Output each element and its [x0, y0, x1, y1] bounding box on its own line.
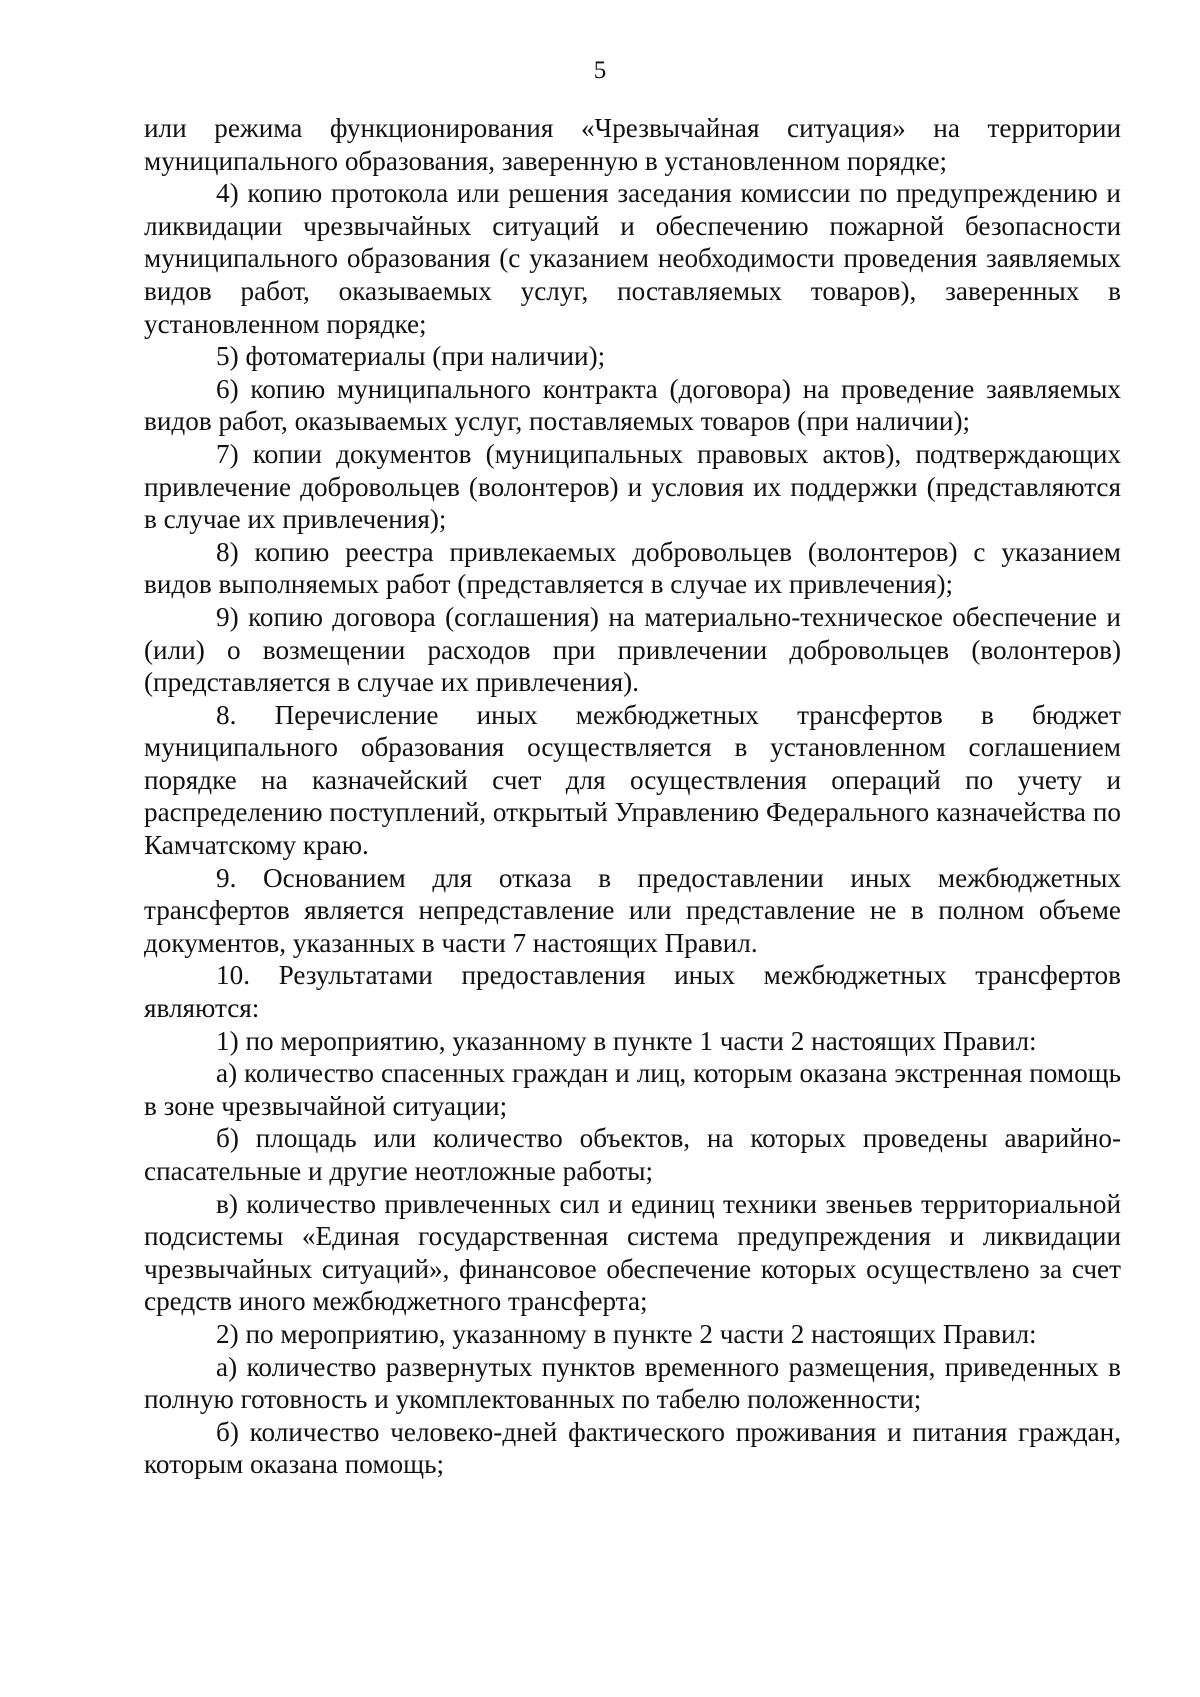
paragraph: 7) копии документов (муниципальных правовых актов), подтверждающих привлечение добровольцев (волонтеров) и условия их поддержки (представляются в случае их привлечения); — [144, 438, 1121, 535]
page-number: 5 — [593, 57, 607, 84]
paragraph: 10. Результатами предоставления иных межбюджетных трансфертов являются: — [144, 960, 1121, 1024]
paragraph: 1) по мероприятию, указанному в пункте 1 части 2 настоящих Правил: — [216, 1025, 1037, 1056]
paragraph: б) площадь или количество объектов, на которых проведены аварийно-спасательные и другие неотложные работы; — [144, 1123, 1121, 1186]
document-body — [144, 112, 1121, 1481]
paragraph: 5) фотоматериалы (при наличии); — [216, 341, 606, 372]
paragraph: 6) копию муниципального контракта (договора) на проведение заявляемых видов работ, оказываемых услуг, поставляемых товаров (при наличии); — [144, 373, 1121, 437]
paragraph: а) количество развернутых пунктов временного размещения, приведенных в полную готовность и укомплектованных по табелю положенности; — [144, 1351, 1121, 1415]
paragraph: или режима функционирования «Чрезвычайная ситуация» на территории муниципального образования, заверенную в установленном порядке; — [144, 113, 1121, 176]
paragraph: а) количество спасенных граждан и лиц, которым оказана экстренная помощь в зоне чрезвычайной ситуации; — [144, 1058, 1121, 1121]
paragraph: 8) копию реестра привлекаемых добровольцев (волонтеров) с указанием видов выполняемых работ (представляется в случае их привлечения); — [144, 536, 1121, 600]
paragraph: 8. Перечисление иных межбюджетных трансфертов в бюджет муниципального образования осуществляется в установленном соглашением порядке на казначейский счет для осуществления операций по учету и распределению поступлений, открытый Управлению Федерального казначейства по Камчатскому краю. — [144, 699, 1121, 861]
paragraph: 4) копию протокола или решения заседания комиссии по предупреждению и ликвидации чрезвычайных ситуаций и обеспечению пожарной безопасности муниципального образования (с указанием необходимости проведения заявляемых видов работ, оказываемых услуг, поставляемых товаров), заверенных в установленном порядке; — [144, 178, 1121, 339]
paragraph: 9. Основанием для отказа в предоставлении иных межбюджетных трансфертов является непредставление или представление не в полном объеме документов, указанных в части 7 настоящих Правил. — [144, 862, 1121, 958]
paragraph: 9) копию договора (соглашения) на материально-техническое обеспечение и (или) о возмещении расходов при привлечении добровольцев (волонтеров) (представляется в случае их привлечения). — [144, 601, 1121, 698]
paragraph: б) количество человеко-дней фактического проживания и питания граждан, которым оказана помощь; — [144, 1416, 1121, 1480]
paragraph: 2) по мероприятию, указанному в пункте 2 части 2 настоящих Правил: — [216, 1318, 1037, 1349]
paragraph: в) количество привлеченных сил и единиц техники звеньев территориальной подсистемы «Единая государственная система предупреждения и ликвидации чрезвычайных ситуаций», финансовое обеспечение которых осуществлено за счет средств иного межбюджетного трансферта; — [144, 1188, 1121, 1317]
